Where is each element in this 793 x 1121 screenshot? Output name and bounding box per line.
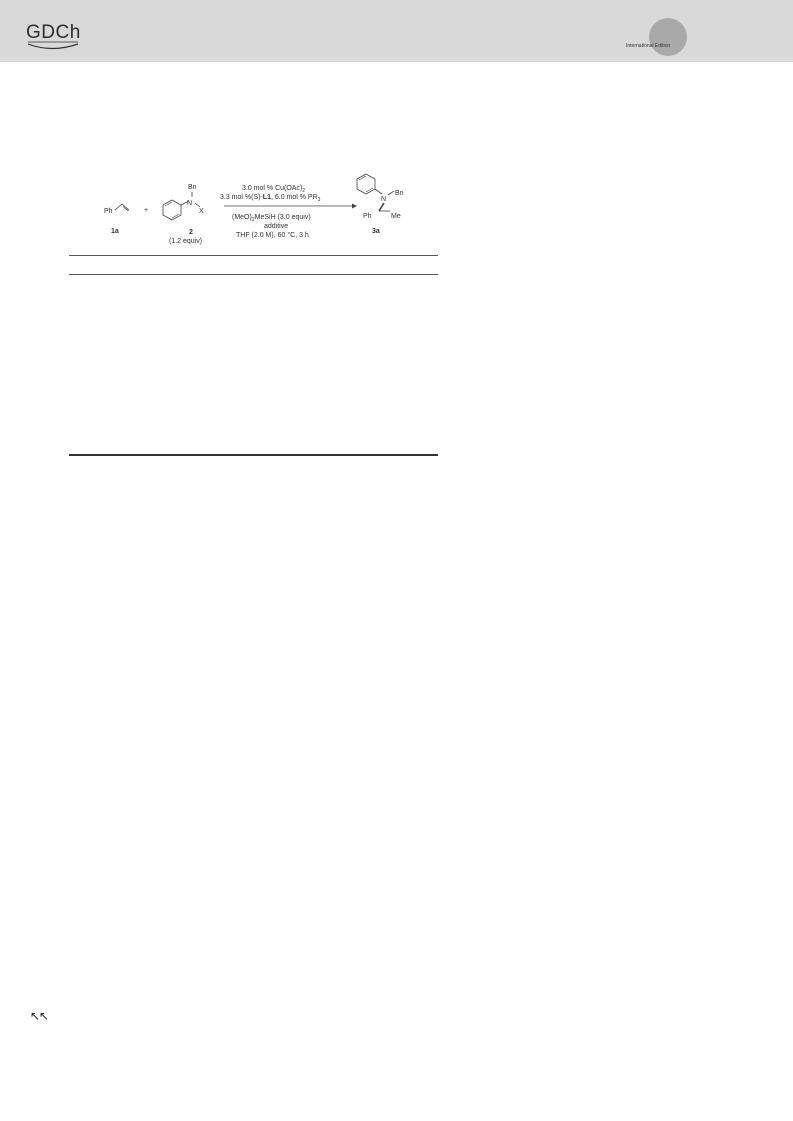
logo-text: GDCh — [26, 22, 81, 43]
label-3a: 3a — [372, 228, 380, 235]
product-me: Me — [391, 213, 401, 220]
styrene-structure — [104, 204, 129, 235]
reagent-2-bn: Bn — [188, 184, 197, 191]
header-band — [0, 0, 793, 62]
product-ph: Ph — [363, 213, 372, 220]
logo-swoosh-icon — [26, 22, 82, 52]
reaction-arrowhead-icon — [352, 204, 357, 209]
condition-ligand: 3.3 mol %(S)-L1, 6.0 mol % $PR_3$ — [220, 194, 321, 203]
reaction-scheme-graphic — [68, 170, 440, 260]
condition-additive: additive — [264, 223, 289, 230]
double-up-left-arrow-icon[interactable]: ↖↖ — [30, 1009, 49, 1023]
edition-label: International Edition — [626, 43, 671, 49]
reagent-2-equiv: (1.2 equiv) — [169, 238, 203, 245]
condition-silane: $(MeO)_2MeSiH$ (3.0 equiv) — [232, 214, 311, 223]
edition-circle — [649, 18, 687, 56]
reaction-scheme — [68, 170, 440, 260]
product-n: N — [381, 196, 387, 203]
condition-catalyst: 3.0 mol % $Cu(OAc)_2$ — [242, 185, 306, 194]
reagent-2-x: X — [199, 208, 204, 215]
reagent-2-n: N — [187, 200, 193, 207]
gdch-logo — [26, 22, 82, 52]
label-1a: 1a — [111, 228, 119, 235]
product-bn: Bn — [395, 190, 404, 197]
reaction-conditions — [220, 185, 357, 239]
styrene-ph: Ph — [104, 208, 113, 215]
condition-solvent: THF (2.0 M), 60 °C, 3 h — [236, 232, 309, 239]
reagent-2-structure — [163, 184, 204, 245]
label-2: 2 — [189, 229, 193, 236]
table-rule-top — [69, 255, 438, 256]
table-rule-header — [69, 274, 438, 275]
plus-sign: + — [144, 207, 149, 214]
table-rule-bottom — [69, 454, 438, 456]
product-3a-structure — [357, 174, 404, 235]
